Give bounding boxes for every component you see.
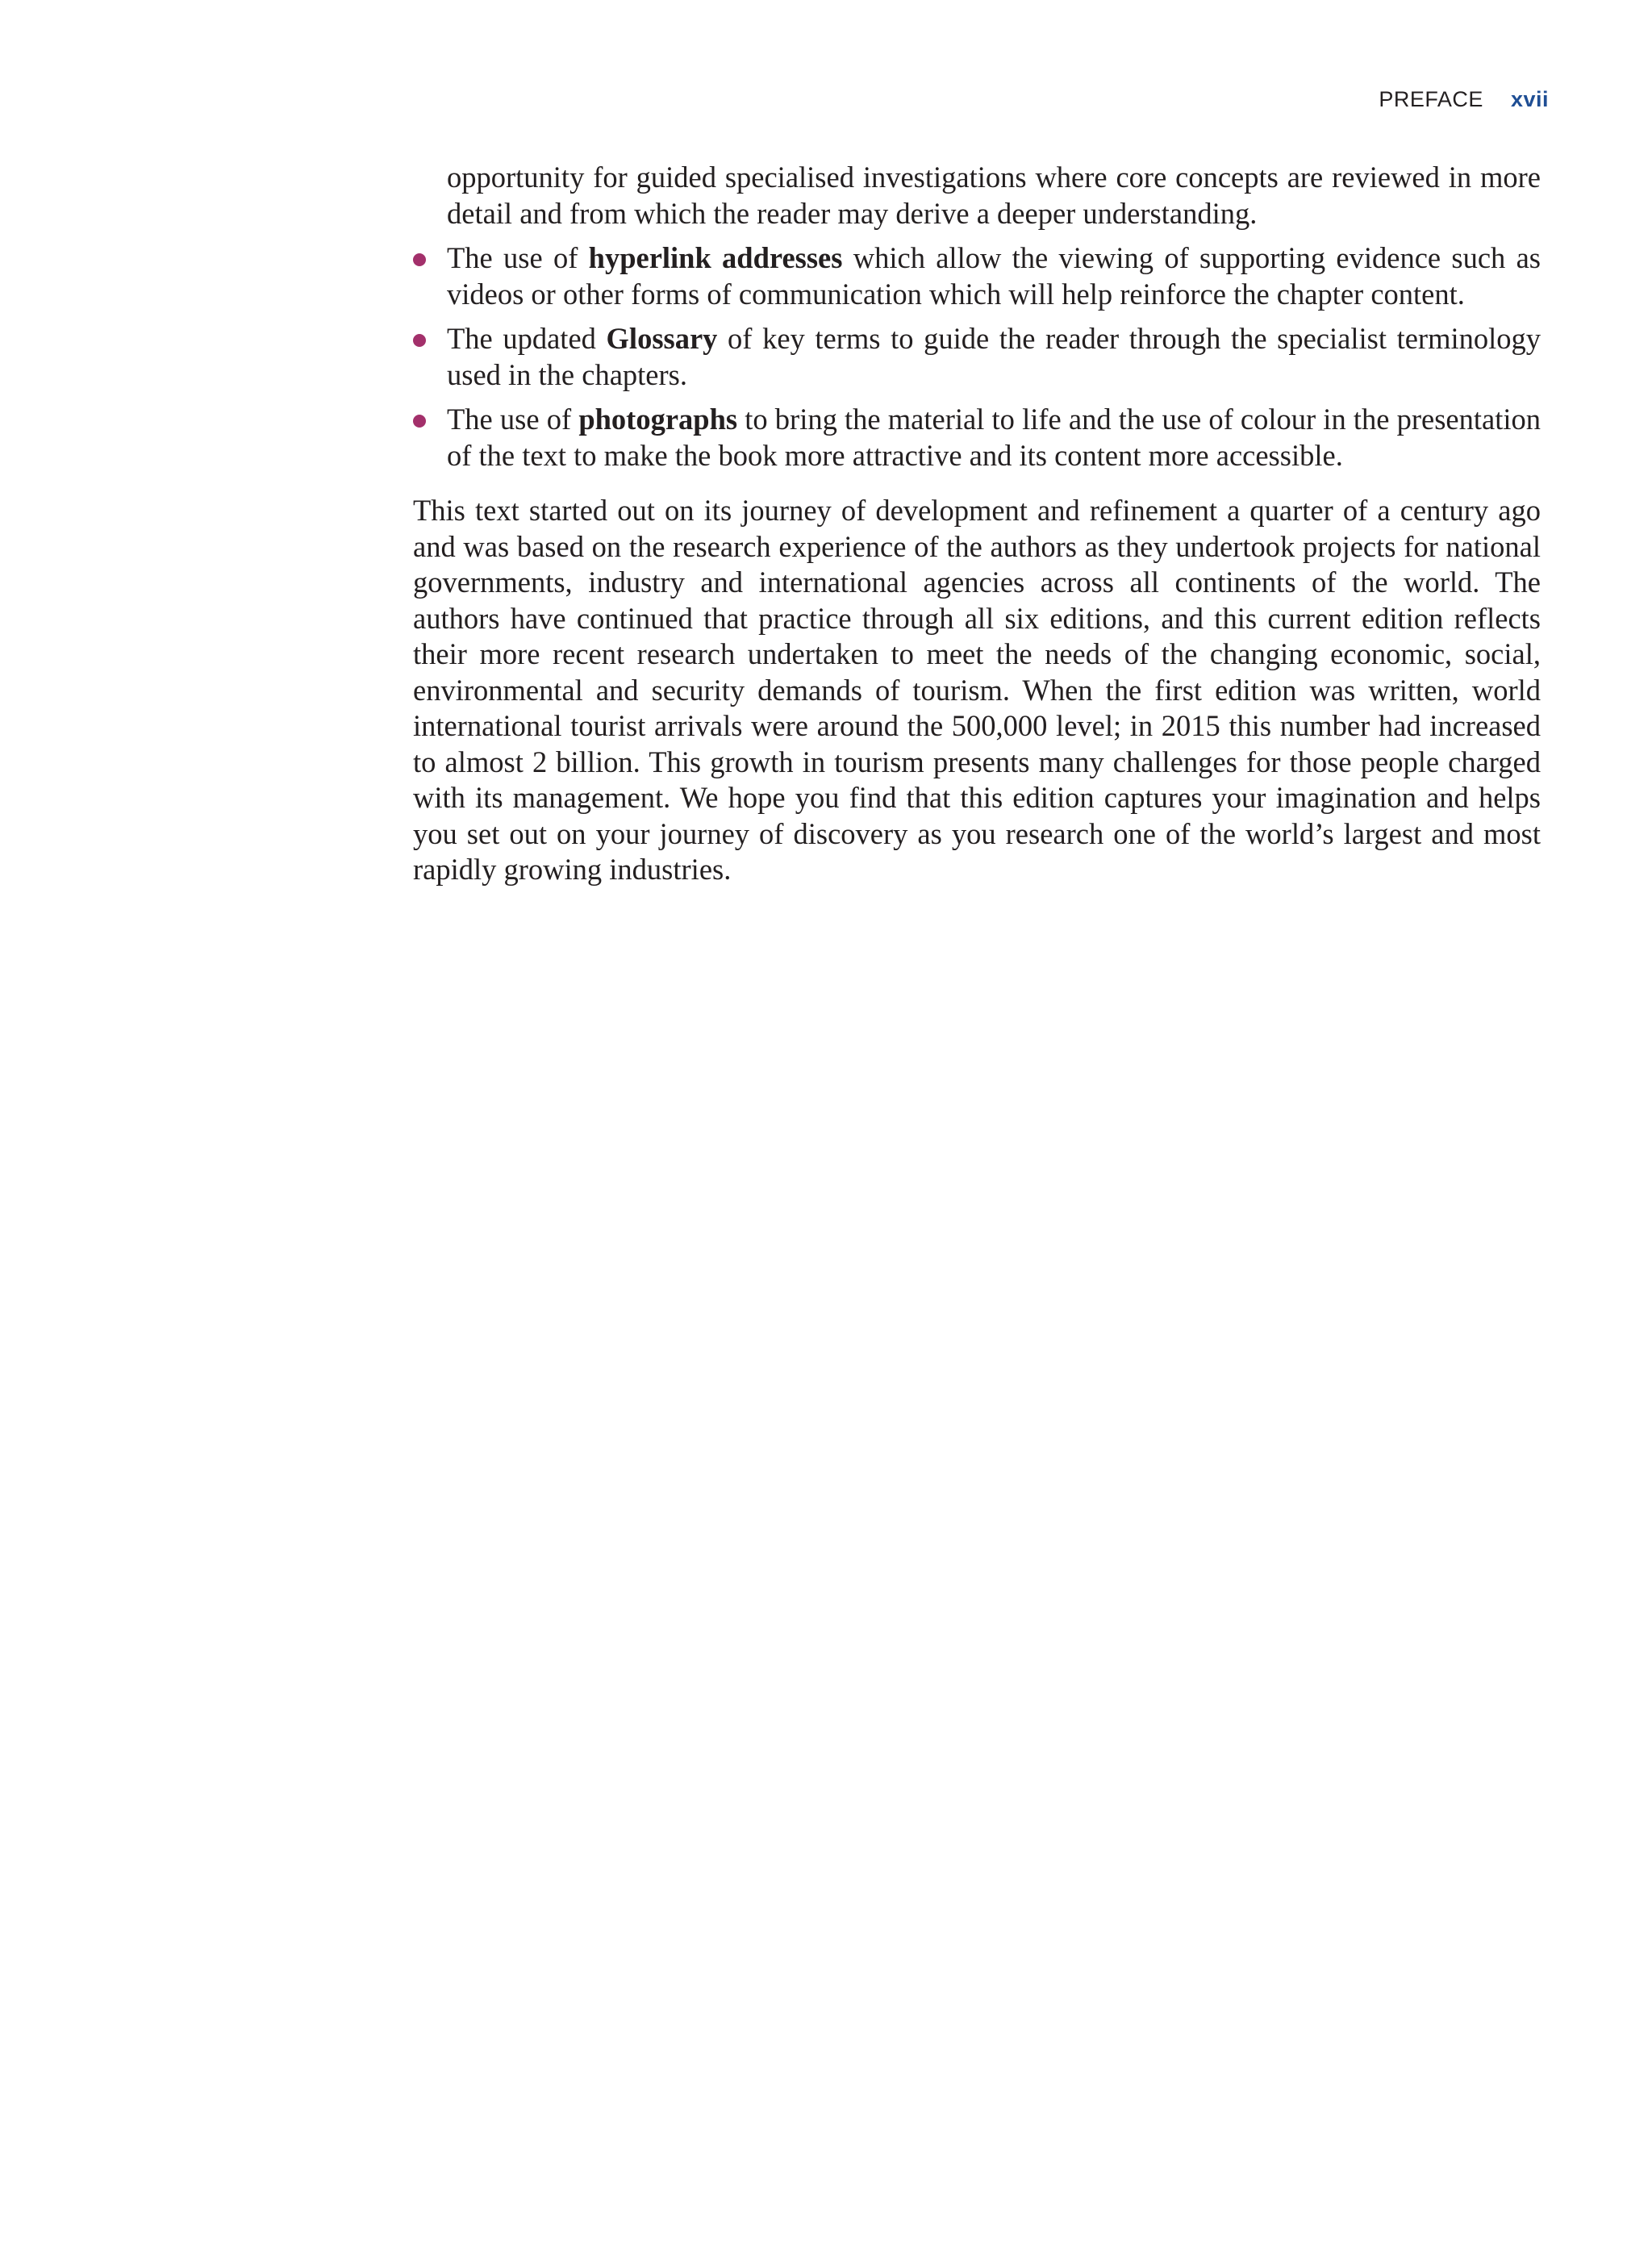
- running-header: [1379, 87, 1549, 112]
- bullet-dot-icon: [413, 415, 426, 428]
- bullet-bold-term: Glossary: [606, 322, 718, 355]
- continued-bullet-text: opportunity for guided specialised investigations where core concepts are reviewed in more detail and from which the reader may derive a deeper understanding.: [447, 161, 1541, 230]
- bullet-item-hyperlinks: [413, 240, 1541, 312]
- bullet-text-before: The use of: [447, 241, 589, 274]
- closing-paragraph: This text started out on its journey of development and refinement a quarter of a century ago and was based on the research experience of the authors as they undertook projects for national governments, industry and international agencies across all continents of the world. The authors have continued that practice through all six editions, and this current edition reflects their more recent research undertaken to meet the needs of the changing economic, social, environmental and security demands of tourism. When the first edition was written, world international tourist arrivals were around the 500,000 level; in 2015 this number had increased to almost 2 billion. This growth in tourism presents many challenges for those people charged with its management. We hope you find that this edition captures your imagination and helps you set out on your journey of discovery as you research one of the world’s largest and most rapidly growing industries.: [413, 494, 1541, 886]
- bullet-item-glossary: [413, 321, 1541, 393]
- page-number: xvii: [1510, 87, 1549, 111]
- bullet-text-before: The updated: [447, 322, 607, 355]
- bullet-text-before: The use of: [447, 403, 579, 436]
- bullet-text-after: which allow the viewing of supporting evidence such as videos or other forms of communication which will help reinforce the chapter content.: [447, 241, 1541, 311]
- bullet-dot-icon: [413, 334, 426, 347]
- bullet-dot-icon: [413, 253, 426, 266]
- bullet-item-photographs: [413, 402, 1541, 474]
- section-title: PREFACE: [1379, 87, 1483, 111]
- feature-bullet-list: [413, 240, 1541, 474]
- bullet-bold-term: hyperlink addresses: [588, 241, 843, 274]
- body-text: [413, 160, 1541, 888]
- bullet-text-after: of key terms to guide the reader through the specialist terminology used in the chapters.: [447, 322, 1541, 391]
- bullet-text-after: to bring the material to life and the use of colour in the presentation of the text to make the book more attractive and its content more accessible.: [447, 403, 1541, 472]
- bullet-bold-term: photographs: [578, 403, 738, 436]
